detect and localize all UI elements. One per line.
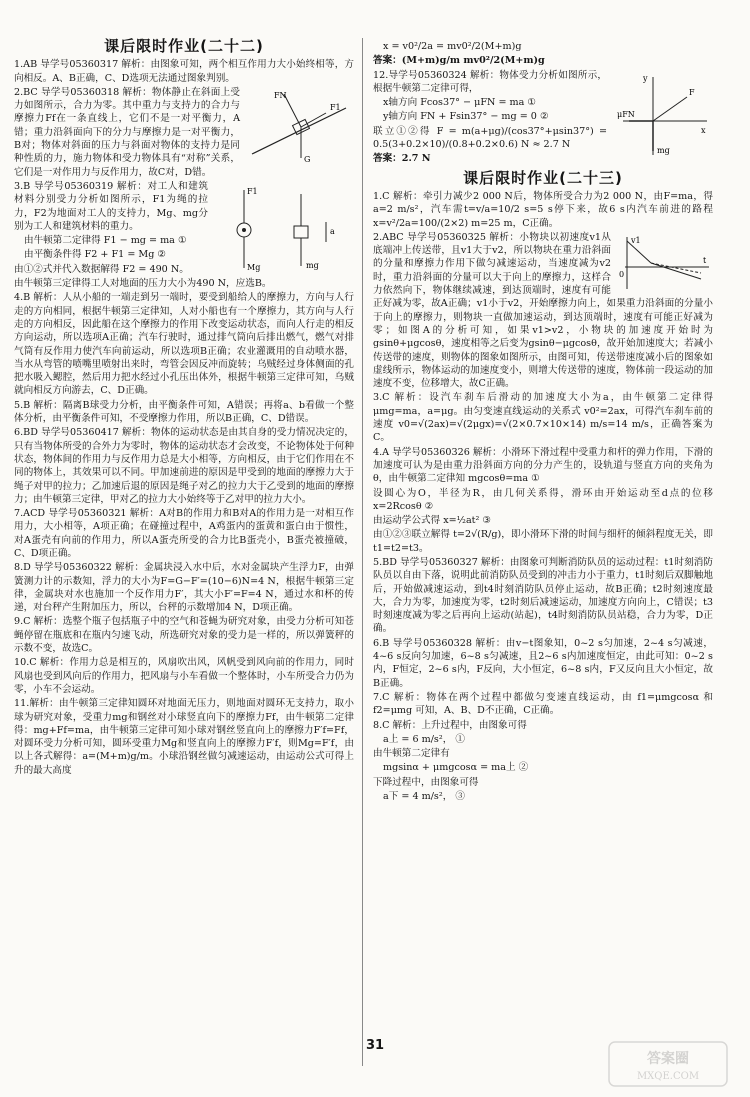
- svg-text:F1: F1: [247, 186, 258, 196]
- answer-23-2: 2.ABC 导学号05360325 解析：小物块以初速度v1从底端冲上传送带，且v1大于v2，所以物块在重力沿斜面的分量和摩擦力作用下做匀减速运动，当速度减为v2时，重力沿斜面的分量可以大于向上的摩擦力，这样合力依然向下，物体继续减速，到达顶端时，速度有可能正好减为零，故A正确；v1小于v2，开始摩擦力向上，如果重力沿斜面的分量小于向上的摩擦力，则物块一直做加速运动，到达顶端时，速度有可能正好减为零；如图A的分析可知，如果v1>v2，小物块的加速度开始时为gsinθ+μgcosθ，速度相等之后变为gsinθ−μgcosθ，故开始加速度大；若减小传送带的速度，则物体的图象如图所示，由图可知，传送带速度减小后的图象如虚线所示，物体运动的加速度变小，则增大传送带的速度，物体前一段运动的加速度不变，位移增大，故C正确。: [373, 231, 713, 390]
- right-column: [373, 40, 713, 804]
- answer-8: 8.D 导学号05360322 解析：金属块浸入水中后，水对金属块产生浮力F，由弹簧测力计的示数知，浮力的大小为F=G−F′=(10−6)N=4 N，根据牛顿第三定律，金属块对水也施加一个反作用力F′，其大小F′=F=4 N，通过水和杯的传递，对台秤产生附加压力，所以，台秤的示数增加4 N，D项正确。: [14, 562, 354, 614]
- svg-text:G: G: [304, 154, 311, 164]
- svg-text:v1: v1: [631, 235, 641, 245]
- eq-8d: 下降过程中，由图象可得: [373, 776, 479, 788]
- answer-11-final: 答案：(M+m)g/m mv0²/2(M+m)g: [373, 55, 545, 67]
- answer-23-3: 3.C 解析：设汽车刹车后滑动的加速度大小为a，由牛顿第二定律得 μmg=ma，a=μg。由匀变速直线运动的关系式 v0²=2ax，可得汽车刹车前的速度 v0=√(2ax)=√(2μgx)=√(2×0.7×10×14) m/s=14 m/s，正确答案为C。: [373, 392, 713, 444]
- answer-23-4d: 由①②③联立解得 t=2√(R/g)，即小滑环下滑的时间与细杆的倾斜程度无关，即 t1=t2=t3。: [373, 529, 713, 554]
- svg-text:y: y: [643, 73, 648, 83]
- vt-graph: [617, 233, 713, 293]
- answer-5: 5.B 解析：隔离B球受力分析，由平衡条件可知，A错误；再将a、b看做一个整体分析，由平衡条件可知，不受摩擦力作用，所以B正确，C、D错误。: [14, 399, 354, 425]
- svg-text:F: F: [689, 87, 695, 97]
- force-diagram-incline: [246, 88, 354, 166]
- svg-text:mg: mg: [657, 145, 670, 155]
- eq-3b: 由牛顿第二定律得 F1 − mg = ma ①: [24, 235, 187, 247]
- answer-7: 7.ACD 导学号05360321 解析：A对B的作用力和B对A的作用力是一对相互作用力，大小相等，A项正确；在碰撞过程中，A鸡蛋内的蛋黄和蛋白由于惯性，对A蛋壳有向前的作用力，所以A蛋壳所受的合力比B蛋壳小，B蛋壳被撞破，C、D项正确。: [14, 508, 354, 559]
- svg-text:t: t: [703, 255, 707, 265]
- answer-23-4c: 由运动学公式得 x=½at² ③: [373, 515, 492, 527]
- answer-23-7: 7.C 解析：物体在两个过程中都做匀变速直线运动，由 f1=μmgcosα 和 f2=μmg 可知，A、B、D不正确，C正确。: [373, 691, 713, 717]
- answer-23-1: 1.C 解析：牵引力减少2 000 N后，物体所受合力为2 000 N，由F=ma，得a=2 m/s²，汽车需t=v/a=10/2 s=5 s停下来，故6 s内汽车前进的路程x=v²/2a=100/(2×2) m=25 m，C正确。: [373, 190, 713, 229]
- answer-3e: 由牛顿第三定律得工人对地面的压力大小为490 N，应选B。: [14, 278, 272, 290]
- answer-12-final: 答案：2.7 N: [373, 153, 431, 165]
- svg-text:mg: mg: [306, 260, 319, 270]
- answer-4: 4.B 解析：人从小船的一端走到另一端时，要受到船给人的摩擦力，方向与人行走的方向相同，根据牛顿第三定律知，人对小船也有一个摩擦力，其方向与人行走的方向相反，因此船在这个摩擦力的作用下改变运动状态，而向人行走的相反方向运动，所以选项A正确；汽车行驶时，通过排气筒向后排出燃气，燃气对排气筒有反作用力使汽车向前运动，所以选项B正确；农业灌溉用的自动喷水器，当水从弯管的喷嘴里喷射出来时，弯管会因反冲而旋转；乌贼经过身体侧面的孔把水吸入鳃腔，然后用力把水经过小孔压出体外，根据牛顿第三定律可知，乌贼就向相反方向游去，C、D正确。: [14, 292, 354, 397]
- svg-text:μFN: μFN: [617, 109, 635, 119]
- answer-23-4: 4.A 导学号05360326 解析：小滑环下滑过程中受重力和杆的弹力作用，下滑的加速度可认为是由重力沿斜面方向的分力产生的，设轨道与竖直方向的夹角为θ，由牛顿第二定律知 mgcosθ=ma ①: [373, 446, 713, 485]
- svg-text:FN: FN: [274, 90, 287, 100]
- watermark-logo: [608, 1041, 728, 1087]
- svg-text:答案圈: 答案圈: [647, 1051, 689, 1067]
- eq-8e: a下 = 4 m/s²， ③: [383, 791, 465, 803]
- force-diagram-axes: [613, 71, 713, 159]
- answer-2: 2.BC 导学号05360318 解析：物体静止在斜面上受力如图所示，合力为零。其中重力与支持力的合力与摩擦力Ff在一条直线上，它们不是一对平衡力，A错；重力沿斜面向下的分力与摩擦力是一对平衡力，B对；物体对斜面的压力与斜面对物体的支持力是同种性质的力，施力物体和受力物体具有“对称”关系，它们是一对作用力与反作用力，故C对，D错。: [14, 86, 240, 178]
- column-divider: [362, 38, 363, 1066]
- answer-23-6: 6.B 导学号05360328 解析：由v−t图象知，0~2 s匀加速，2~4 s匀减速，4~6 s反向匀加速，6~8 s匀减速，且2~6 s内加速度恒定，由此可知：0~2 s内，F恒定，2~6 s内，F反向，大小恒定，6~8 s内，F又反向且大小恒定，故B正确。: [373, 637, 713, 689]
- eq-8b: 由牛顿第二定律有: [373, 748, 450, 760]
- eq-r0: x = v0²/2a = mv0²/2(M+m)g: [383, 41, 522, 52]
- svg-text:0: 0: [619, 269, 625, 279]
- section-title-23: 课后限时作业(二十三): [463, 168, 623, 187]
- force-diagram-worker: [214, 182, 354, 274]
- answer-11: 11.解析：由牛顿第三定律知圆环对地面无压力，则地面对圆环无支持力，取小球为研究对象，受重力mg和钢丝对小球竖直向下的摩擦力Ff，由牛顿第二定律得：mg+Ff=ma，由牛顿第三定律可知小球对钢丝竖直向上的摩擦力F′f=Ff，对圆环受力分析可知，圆环受重力Mg和竖直向上的摩擦力F′f，则Mg=F′f，由以上各式解得：a=(M+m)g/m。小球沿钢丝做匀减速运动，由运动公式可得上升的最大高度: [14, 698, 354, 776]
- answer-6: 6.BD 导学号05360417 解析：物体的运动状态是由其自身的受力情况决定的，只有当物体所受的合外力为零时，物体的运动状态才会改变，不论物体处于何种状态，物体间的作用力与反作用力总是大小相等，方向相反，由于它们作用在不同的物体上，其效果可以不同。甲加速前进的原因是甲受到的地面的摩擦力大于绳子对甲的拉力；乙加速后退的原因是绳子对乙的拉力大于乙受到的地面的摩擦力；由牛顿第三定律，甲对乙的拉力大小始终等于乙对甲的拉力大小。: [14, 427, 354, 505]
- answer-9: 9.C 解析：选整个瓶子包括瓶子中的空气和苍蝇为研究对象，由受力分析可知苍蝇停留在瓶底和在瓶内匀速飞动，所选研究对象的受力是一样的，所以弹簧秤的示数不变，故选C。: [14, 616, 354, 655]
- svg-text:MXQE.COM: MXQE.COM: [636, 1071, 700, 1082]
- answer-10: 10.C 解析：作用力总是相互的，风扇吹出风，风帆受到风向前的作用力，同时风扇也受到风向后的作用力，把风扇与小车看做一个整体时，小车所受合力仍为零，小车不会运动。: [14, 657, 354, 695]
- eq-8a: a上 = 6 m/s²， ①: [383, 733, 465, 745]
- page-number: 31: [365, 1038, 385, 1053]
- section-title-22: 课后限时作业(二十二): [104, 37, 264, 55]
- svg-text:Mg: Mg: [247, 262, 261, 272]
- answer-23-5: 5.BD 导学号05360327 解析：由图象可判断消防队员的运动过程：t1时刻消防队员以自由下落，说明此前消防队员受到的冲击力小于重力，t1时刻后双脚触地后，开始做减速运动，到t4时刻消防队员停止运动，故B正确；t2时刻速度最大，合力为零，加速度为零，t2时刻后减速运动，加速度方向向上，C错误；t3时刻速度减为零之后再向上运动(站起)，t4时刻消防队员站稳，合力为零，D正确。: [373, 556, 713, 635]
- eq-12c: 联立①②得 F = m(a+μg)/(cos37°+μsin37°) = 0.5(3+0.2×10)/(0.8+0.2×0.6) N ≈ 2.7 N: [373, 125, 607, 151]
- svg-text:F1: F1: [330, 102, 341, 112]
- eq-8c: mgsinα + μmgcosα = ma上 ②: [383, 762, 529, 774]
- left-column: [14, 37, 354, 778]
- eq-12b: y轴方向 FN + Fsin37° − mg = 0 ②: [383, 111, 549, 123]
- answer-12: 12.导学号05360324 解析：物体受力分析如图所示，根据牛顿第二定律可得，: [373, 69, 607, 94]
- eq-12a: x轴方向 Fcos37° − μFN = ma ①: [383, 97, 537, 109]
- svg-text:a: a: [330, 226, 335, 236]
- answer-23-4b: 设圆心为O，半径为R，由几何关系得，滑环由开始运动至d点的位移 x=2Rcosθ ②: [373, 487, 713, 512]
- answer-23-8: 8.C 解析：上升过程中，由图象可得: [373, 719, 527, 731]
- eq-3c: 由平衡条件得 F2 + F1 = Mg ②: [24, 249, 167, 261]
- answer-1: 1.AB 导学号05360317 解析：由图象可知，两个相互作用力大小始终相等，方向相反。A、B正确，C、D选项无法通过图象判别。: [14, 59, 354, 84]
- answer-3d: 由①②式并代入数据解得 F2 = 490 N。: [14, 263, 189, 275]
- svg-text:x: x: [701, 125, 706, 135]
- answer-3: 3.B 导学号05360319 解析：对工人和建筑材料分别受力分析如图所示，F1为绳的拉力，F2为地面对工人的支持力，Mg、mg分别为工人和建筑材料的重力。: [14, 180, 208, 232]
